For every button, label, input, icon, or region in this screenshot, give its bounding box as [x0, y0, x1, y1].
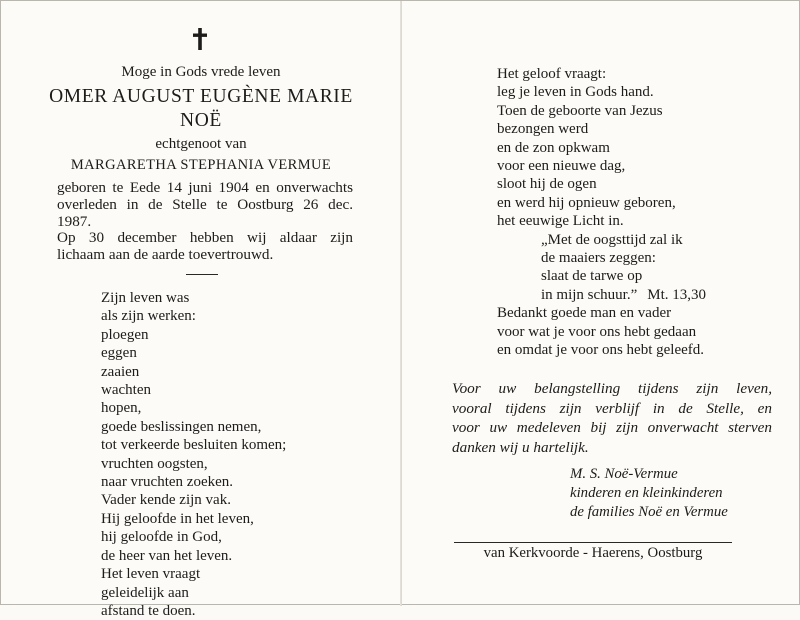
- bible-reference: Mt. 13,30: [647, 286, 707, 303]
- signature-line: M. S. Noë-Vermue: [570, 466, 678, 482]
- thanks-line: Voor uw belangstelling tijdens zijn leven,: [452, 380, 772, 397]
- poem-line: Bedankt goede man en vader: [497, 305, 672, 322]
- poem-line: wachten: [101, 382, 151, 399]
- poem-line: bezongen werd: [497, 121, 589, 138]
- burial-paragraph: [57, 229, 353, 263]
- poem-line: geleidelijk aan: [101, 584, 189, 601]
- poem-line: Het leven vraagt: [101, 566, 201, 583]
- poem-line: vruchten oogsten,: [101, 455, 208, 472]
- poem-line: Toen de geboorte van Jezus: [497, 102, 663, 119]
- signatures: [570, 465, 728, 522]
- quote-line: de maaiers zeggen:: [541, 250, 656, 267]
- thanks-paragraph: [452, 379, 772, 457]
- thanks-line: danken wij u hartelijk.: [452, 438, 589, 456]
- poem-line: tot verkeerde besluiten komen;: [101, 437, 287, 454]
- poem-line: eggen: [101, 345, 137, 362]
- faith-poem: [497, 65, 706, 360]
- birth-line: geboren te Eede 14 juni 1904 en onverwachts: [57, 179, 353, 196]
- poem-line: Het geloof vraagt:: [497, 66, 607, 82]
- deceased-name-line1: OMER AUGUST EUGÈNE MARIE: [49, 86, 353, 107]
- poem-line: het eeuwige Licht in.: [497, 213, 624, 230]
- birth-line: overleden in de Stelle te Oostburg 26 dec.: [57, 196, 353, 213]
- left-page: [1, 1, 400, 619]
- signature-line: kinderen en kleinkinderen: [570, 485, 723, 501]
- poem-line: Vader kende zijn vak.: [101, 492, 231, 509]
- poem-line: als zijn werken:: [101, 308, 196, 325]
- poem-line: goede beslissingen nemen,: [101, 418, 262, 435]
- printer-credit: van Kerkvoorde - Haerens, Oostburg: [483, 545, 703, 561]
- poem-line: en omdat je voor ons hebt geleefd.: [497, 342, 705, 359]
- spouse-name: MARGARETHA STEPHANIA VERMUE: [70, 157, 332, 173]
- divider: [186, 274, 218, 275]
- poem-line: hij geloofde in God,: [101, 529, 222, 546]
- burial-line: lichaam aan de aarde toevertrouwd.: [57, 246, 274, 263]
- burial-line: Op 30 december hebben wij aldaar zijn: [57, 229, 353, 246]
- poem-line: afstand te doen.: [101, 602, 196, 619]
- poem-line: Zijn leven was: [101, 290, 190, 306]
- cross-icon: [192, 28, 208, 50]
- bottom-divider: [454, 542, 732, 543]
- poem-line: naar vruchten zoeken.: [101, 474, 234, 491]
- deceased-name-line2: NOË: [180, 110, 222, 131]
- quote-line: „Met de oogsttijd zal ik: [541, 231, 683, 248]
- birth-death-paragraph: [57, 179, 353, 230]
- spouse-intro: echtgenoot van: [155, 136, 247, 152]
- poem-line: hopen,: [101, 400, 142, 417]
- poem-line: voor een nieuwe dag,: [497, 158, 626, 175]
- quote-line: slaat de tarwe op: [541, 268, 643, 285]
- poem-line: zaaien: [101, 363, 140, 380]
- thanks-line: voor uw medeleven bij zijn onverwacht sterven: [452, 419, 772, 436]
- birth-line: 1987.: [57, 213, 92, 230]
- poem-line: voor wat je voor ons hebt gedaan: [497, 323, 697, 340]
- thanks-line: vooral tijdens zijn verblijf in de Stelle, en: [452, 399, 772, 417]
- poem-line: en de zon opkwam: [497, 139, 610, 156]
- signature-line: de families Noë en Vermue: [570, 504, 728, 520]
- poem-line: sloot hij de ogen: [497, 176, 597, 193]
- quote-text: in mijn schuur.”: [541, 286, 638, 303]
- opening-line: Moge in Gods vrede leven: [121, 64, 281, 80]
- poem-line: en werd hij opnieuw geboren,: [497, 194, 676, 211]
- poem-line: de heer van het leven.: [101, 547, 233, 564]
- poem-line: ploegen: [101, 326, 149, 343]
- life-poem: [101, 289, 286, 620]
- poem-line: Hij geloofde in het leven,: [101, 510, 254, 527]
- quote-line-last: [497, 286, 706, 304]
- right-page: [402, 1, 800, 606]
- poem-line: leg je leven in Gods hand.: [497, 84, 654, 101]
